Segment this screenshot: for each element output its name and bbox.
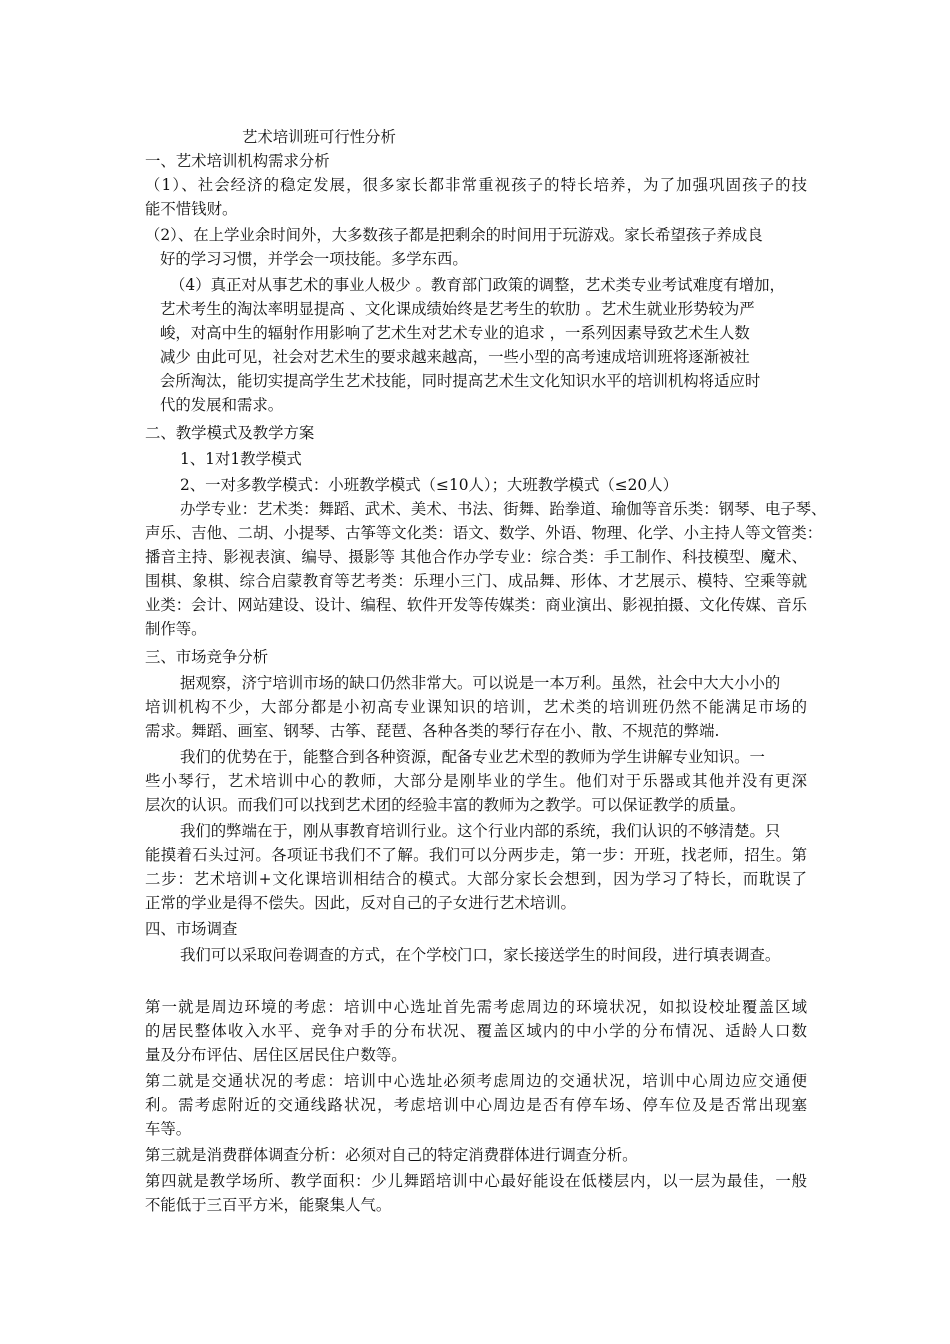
- paragraph-line: 制作等。: [145, 620, 207, 638]
- paragraph-line: 二步：艺术培训+文化课培训相结合的模式。大部分家长会想到，因为学习了特长，而耽误了: [145, 870, 807, 888]
- section-heading: 一、艺术培训机构需求分析: [145, 152, 330, 170]
- paragraph-line: 声乐、吉他、二胡、小提琴、古筝等文化类：语文、数学、外语、物理、化学、小主持人等文管类：: [145, 524, 823, 542]
- paragraph-line: 第二就是交通状况的考虑：培训中心选址必须考虑周边的交通状况，培训中心周边应交通便: [145, 1072, 807, 1090]
- paragraph-line: 我们的优势在于，能整合到各种资源，配备专业艺术型的教师为学生讲解专业知识。一: [180, 748, 765, 766]
- paragraph-line: 2、一对多教学模式：小班教学模式（≤10人）；大班教学模式（≤20人）: [180, 476, 678, 494]
- document-title: 艺术培训班可行性分析: [242, 128, 396, 146]
- paragraph-line: 车等。: [145, 1120, 192, 1138]
- paragraph-line: 第三就是消费群体调查分析：必须对自己的特定消费群体进行调查分析。: [145, 1146, 638, 1164]
- paragraph-line: （2）、在上学业余时间外，大多数孩子都是把剩余的时间用于玩游戏。家长希望孩子养成良: [145, 226, 763, 244]
- paragraph-line: 第一就是周边环境的考虑：培训中心选址首先需考虑周边的环境状况，如拟设校址覆盖区域: [145, 998, 807, 1016]
- paragraph-line: （1）、社会经济的稳定发展，很多家长都非常重视孩子的特长培养，为了加强巩固孩子的技: [145, 176, 807, 194]
- paragraph-line: 围棋、象棋、综合启蒙教育等艺考类：乐理小三门、成品舞、形体、才艺展示、模特、空乘等就: [145, 572, 807, 590]
- paragraph-line: 不能低于三百平方米，能聚集人气。: [145, 1196, 392, 1214]
- paragraph-line: 代的发展和需求。: [160, 396, 284, 414]
- paragraph-line: 能不惜钱财。: [145, 200, 238, 218]
- paragraph-line: 的居民整体收入水平、竞争对手的分布状况、覆盖区域内的中小学的分布情况、适龄人口数: [145, 1022, 807, 1040]
- section-heading: 三、市场竞争分析: [145, 648, 269, 666]
- paragraph-line: 据观察，济宁培训市场的缺口仍然非常大。可以说是一本万利。虽然，社会中大大小小的: [180, 674, 781, 692]
- paragraph-line: 层次的认识。而我们可以找到艺术团的经验丰富的教师为之教学。可以保证教学的质量。: [145, 796, 746, 814]
- paragraph-line: 些小琴行，艺术培训中心的教师，大部分是刚毕业的学生。他们对于乐器或其他并没有更深: [145, 772, 807, 790]
- paragraph-line: 需求。舞蹈、画室、钢琴、古筝、琵琶、各种各类的琴行存在小、散、不规范的弊端.: [145, 722, 720, 740]
- paragraph-line: 培训机构不少，大部分都是小初高专业课知识的培训，艺术类的培训班仍然不能满足市场的: [145, 698, 807, 716]
- paragraph-line: 峻，对高中生的辐射作用影响了艺术生对艺术专业的追求 ，一系列因素导致艺术生人数: [160, 324, 750, 342]
- paragraph-line: 艺术考生的淘汰率明显提高 、文化课成绩始终是艺考生的软肋 。艺术生就业形势较为严: [160, 300, 755, 318]
- paragraph-line: 播音主持、影视表演、编导、摄影等 其他合作办学专业：综合类：手工制作、科技模型、魔术、: [145, 548, 807, 566]
- paragraph-line: 减少 由此可见，社会对艺术生的要求越来越高，一些小型的高考速成培训班将逐渐被社: [160, 348, 750, 366]
- paragraph-line: 1、1对1教学模式: [180, 450, 302, 468]
- paragraph-line: 业类：会计、网站建设、设计、编程、软件开发等传媒类：商业演出、影视拍摄、文化传媒、音乐: [145, 596, 807, 614]
- paragraph-line: 我们可以采取问卷调查的方式，在个学校门口，家长接送学生的时间段，进行填表调查。: [180, 946, 781, 964]
- paragraph-line: 会所淘汰，能切实提高学生艺术技能，同时提高艺术生文化知识水平的培训机构将适应时: [160, 372, 761, 390]
- paragraph-line: 办学专业：艺术类：舞蹈、武术、美术、书法、街舞、跆拳道、瑜伽等音乐类：钢琴、电子琴、: [180, 500, 827, 518]
- paragraph-line: 能摸着石头过河。各项证书我们不了解。我们可以分两步走，第一步：开班，找老师，招生。第: [145, 846, 807, 864]
- paragraph-line: 好的学习习惯，并学会一项技能。多学东西。: [160, 250, 468, 268]
- paragraph-line: 利。需考虑附近的交通线路状况，考虑培训中心周边是否有停车场、停车位及是否常出现塞: [145, 1096, 807, 1114]
- paragraph-line: （4）真正对从事艺术的事业人极少 。教育部门政策的调整，艺术类专业考试难度有增加，: [170, 276, 785, 294]
- paragraph-line: 我们的弊端在于，刚从事教育培训行业。这个行业内部的系统，我们认识的不够清楚。只: [180, 822, 781, 840]
- paragraph-line: 正常的学业是得不偿失。因此，反对自己的子女进行艺术培训。: [145, 894, 576, 912]
- section-heading: 二、教学模式及教学方案: [145, 424, 315, 442]
- section-heading: 四、市场调查: [145, 920, 238, 938]
- paragraph-line: 量及分布评估、居住区居民住户数等。: [145, 1046, 407, 1064]
- paragraph-line: 第四就是教学场所、教学面积：少儿舞蹈培训中心最好能设在低楼层内，以一层为最佳，一般: [145, 1172, 807, 1190]
